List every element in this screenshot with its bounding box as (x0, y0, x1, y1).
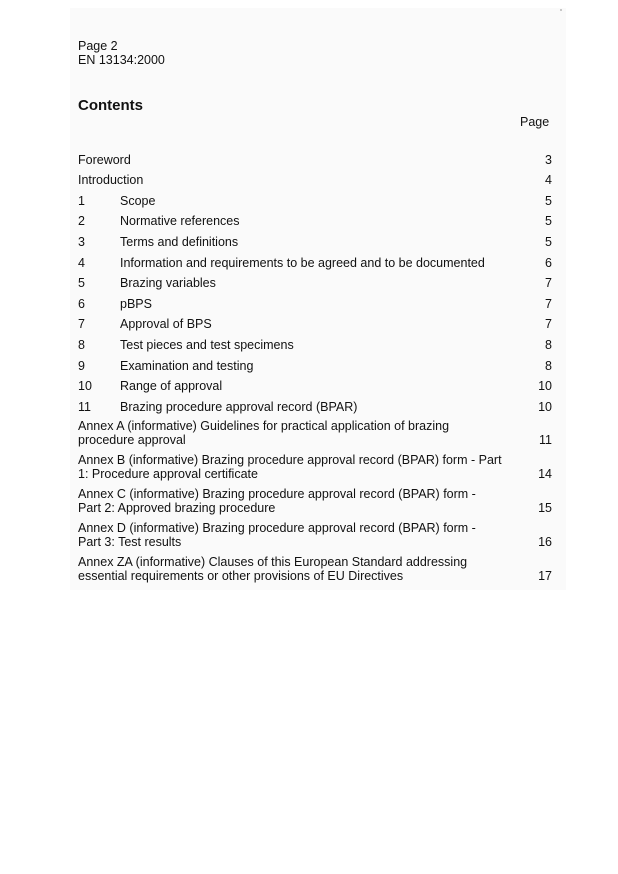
toc-entry-annex-a[interactable] (78, 414, 552, 448)
toc-entry-introduction[interactable] (78, 167, 552, 188)
toc-entry-page: 11 (539, 432, 552, 447)
toc-entry-annex-za[interactable] (78, 550, 552, 584)
toc-entry-text: Scope (120, 193, 156, 208)
toc-entry-5[interactable] (78, 270, 552, 291)
contents-title: Contents (78, 97, 143, 114)
toc-entry-page: 7 (545, 296, 552, 311)
page-number-label: Page 2 (78, 39, 118, 53)
toc-entry-number: 8 (78, 337, 85, 352)
toc-entry-page: 5 (545, 193, 552, 208)
toc-entry-text: Terms and definitions (120, 234, 239, 249)
toc-entry-annex-c[interactable] (78, 482, 552, 516)
toc-entry-page: 10 (538, 399, 552, 414)
toc-entry-text: Annex A (informative) Guidelines for practical application of brazing procedure approval (78, 418, 450, 447)
toc-entry-3[interactable] (78, 228, 552, 249)
toc-entry-text: Introduction (78, 173, 144, 188)
table-of-contents (78, 146, 552, 584)
toc-entry-7[interactable] (78, 311, 552, 332)
toc-entry-page: 6 (545, 255, 552, 270)
page-header (78, 40, 165, 67)
toc-entry-2[interactable] (78, 208, 552, 229)
toc-entry-text: Brazing procedure approval record (BPAR) (120, 399, 358, 414)
toc-entry-number: 3 (78, 234, 85, 249)
toc-entry-number: 7 (78, 317, 85, 332)
toc-entry-text: Examination and testing (120, 358, 254, 373)
toc-entry-text: Brazing variables (120, 276, 216, 291)
toc-entry-text: Information and requirements to be agreed and to be documented (120, 255, 485, 270)
toc-entry-text: Range of approval (120, 379, 223, 394)
toc-entry-page: 10 (538, 379, 552, 394)
toc-entry-page: 15 (538, 500, 552, 515)
toc-entry-text: Annex ZA (informative) Clauses of this European Standard addressing essential requirements or other provisions of EU Directives (78, 554, 468, 583)
toc-entry-page: 16 (538, 534, 552, 549)
toc-entry-number: 4 (78, 255, 85, 270)
toc-entry-number: 11 (78, 399, 91, 414)
toc-entry-page: 8 (545, 358, 552, 373)
toc-entry-number: 2 (78, 214, 85, 229)
page-column-label: Page (520, 115, 550, 129)
scan-mark (560, 9, 562, 11)
toc-entry-page: 7 (545, 317, 552, 332)
toc-entry-number: 9 (78, 358, 85, 373)
toc-entry-text: Test pieces and test specimens (120, 337, 294, 352)
standard-identifier: EN 13134:2000 (78, 52, 165, 67)
toc-entry-11[interactable] (78, 393, 552, 414)
toc-entry-page: 17 (538, 568, 552, 583)
toc-entry-page: 8 (545, 337, 552, 352)
toc-entry-9[interactable] (78, 352, 552, 373)
toc-entry-page: 14 (538, 466, 552, 481)
toc-entry-number: 5 (78, 276, 85, 291)
toc-entry-annex-b[interactable] (78, 448, 552, 482)
toc-entry-text: Approval of BPS (120, 317, 212, 332)
toc-entry-number: 1 (78, 193, 85, 208)
toc-entry-text: pBPS (120, 296, 152, 311)
toc-entry-text: Normative references (120, 214, 240, 229)
toc-entry-text: Foreword (78, 152, 131, 167)
toc-entry-page: 3 (545, 152, 552, 167)
toc-entry-text: Annex D (informative) Brazing procedure approval record (BPAR) form - Part 3: Test results (78, 520, 476, 549)
toc-entry-page: 7 (545, 276, 552, 291)
toc-entry-text: Annex B (informative) Brazing procedure approval record (BPAR) form - Part 1: Procedure approval certificate (78, 452, 502, 481)
toc-entry-10[interactable] (78, 373, 552, 394)
toc-entry-4[interactable] (78, 249, 552, 270)
toc-entry-page: 5 (545, 234, 552, 249)
toc-entry-page: 4 (545, 173, 552, 188)
toc-entry-text: Annex C (informative) Brazing procedure approval record (BPAR) form - Part 2: Approved brazing procedure (78, 486, 476, 515)
toc-entry-foreword[interactable] (78, 146, 552, 167)
toc-entry-number: 10 (78, 379, 92, 394)
toc-entry-annex-d[interactable] (78, 516, 552, 550)
toc-entry-page: 5 (545, 214, 552, 229)
toc-entry-number: 6 (78, 296, 85, 311)
toc-entry-1[interactable] (78, 187, 552, 208)
toc-entry-8[interactable] (78, 331, 552, 352)
toc-entry-6[interactable] (78, 290, 552, 311)
